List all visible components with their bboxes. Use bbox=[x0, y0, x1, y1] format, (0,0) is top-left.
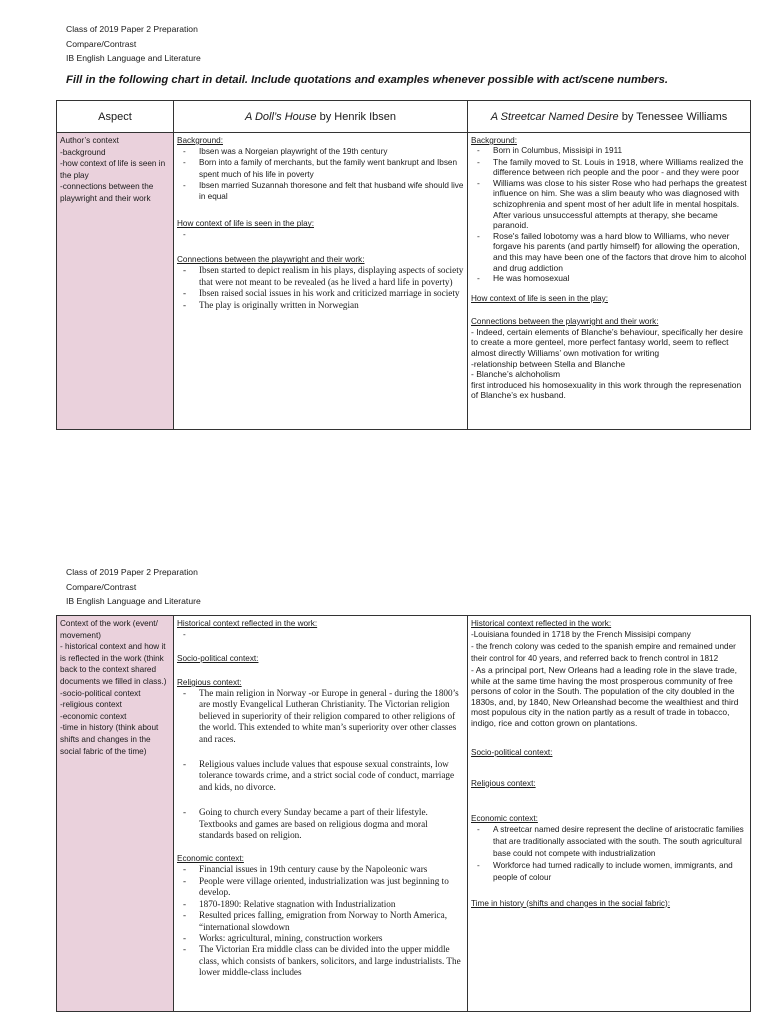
row-authors-context bbox=[57, 133, 751, 430]
section-heading: Connections between the playwright and their work: bbox=[177, 255, 365, 265]
section-heading: Background: bbox=[177, 136, 223, 145]
aspect-line: -connections between the playwright and their work bbox=[60, 182, 154, 203]
aspect-line: -how context of life is seen in the play bbox=[60, 159, 166, 180]
header-streetcar: A Streetcar Named Desire by Tenessee Williams bbox=[468, 101, 751, 133]
text-line: first introduced his homosexuality in this work through the represenation of Blanche’s ex husband. bbox=[471, 379, 742, 401]
aspect-line: -religious context bbox=[60, 700, 122, 710]
aspect-line: -economic context bbox=[60, 711, 127, 721]
header-subject-line: Compare/Contrast bbox=[66, 581, 137, 592]
streetcar-context-of-work bbox=[468, 616, 751, 1012]
streetcar-authors-context bbox=[468, 133, 751, 430]
section-heading: Religious context: bbox=[471, 778, 536, 788]
list-item: - Born into a family of merchants, but the family went bankrupt and Ibsen spent much of his life in poverty bbox=[199, 157, 464, 180]
list-item: - Ibsen was a Norgeian playwright of the 19th century bbox=[199, 146, 464, 157]
aspect-line: Context of the work (event/ movement) bbox=[60, 619, 158, 640]
header-class-line: Class of 2019 Paper 2 Preparation bbox=[66, 567, 198, 577]
row-context-of-work bbox=[57, 616, 751, 1012]
section-heading: Socio-political context: bbox=[471, 747, 553, 757]
header-aspect: Aspect bbox=[57, 101, 174, 133]
list-item: - Works: agricultural, mining, construction workers bbox=[199, 933, 464, 944]
connections-list bbox=[177, 265, 464, 311]
list-item: - Going to church every Sunday became a part of their lifestyle. Textbooks and games are based on religious dogma and moral standards based on religion. bbox=[199, 807, 464, 841]
section-heading: Historical context reflected in the work: bbox=[471, 619, 612, 628]
religious-list-3 bbox=[177, 807, 464, 841]
list-item: - Ibsen started to depict realism in his plays, displaying aspects of society that were not meant to be revealed (as he lived a hard life in poverty) bbox=[199, 265, 464, 288]
economic-list bbox=[177, 864, 464, 978]
historical-text bbox=[471, 629, 747, 665]
section-heading: Background: bbox=[471, 136, 517, 145]
aspect-line: Author’s context bbox=[60, 136, 119, 145]
header-course-line: IB English Language and Literature bbox=[66, 596, 201, 606]
aspect-line: -background bbox=[60, 147, 106, 157]
list-item: - Ibsen raised social issues in his work and criticized marriage in society bbox=[199, 288, 464, 299]
header-class-line: Class of 2019 Paper 2 Preparation bbox=[66, 24, 198, 34]
compare-table-1 bbox=[56, 100, 751, 430]
dolls-house-context-of-work bbox=[174, 616, 468, 1012]
text-line: -Louisiana founded in 1718 by the French Missisipi company bbox=[471, 630, 691, 639]
aspect-line: -time in history (think about shifts and changes in the social fabric of the time) bbox=[60, 723, 159, 756]
section-heading: Time in history (shifts and changes in the social fabric): bbox=[471, 898, 671, 908]
list-item: - The family moved to St. Louis in 1918, where Williams realized the difference between rich people and the poor - and they were poor bbox=[493, 157, 747, 178]
header-dolls-house: A Doll’s House by Henrik Ibsen bbox=[174, 101, 468, 133]
aspect-line: - historical context and how it is reflected in the work (think back to the context shared documents we filled in class.) bbox=[60, 642, 167, 686]
list-item: - A streetcar named desire represent the decline of aristocratic families that are traditionally associated with the south. The south agricultural base could not compete with industrialization bbox=[493, 824, 747, 860]
text-line: - Blanche’s alchoholism bbox=[471, 369, 561, 380]
list-item: - Financial issues in 19th century cause by the Napoleonic wars bbox=[199, 864, 464, 875]
list-item: - 1870-1890: Relative stagnation with Industrialization bbox=[199, 899, 464, 910]
connections-text bbox=[471, 327, 747, 401]
aspect-authors-context bbox=[57, 133, 174, 430]
section-heading: Economic context: bbox=[471, 813, 538, 823]
header-subject-line: Compare/Contrast bbox=[66, 38, 137, 49]
aspect-line: -socio-political context bbox=[60, 688, 141, 698]
background-list bbox=[177, 146, 464, 202]
section-heading: Economic context: bbox=[177, 854, 244, 864]
list-item: - Williams was close to his sister Rose who had perhaps the greatest influence on him. She was a slim beauty who was diagnosed with schizophrenia and spent most of her adult life in mental hospitals. After various unsuccessful attempts at therapy, she became paranoid. bbox=[493, 178, 747, 231]
section-heading: Religious context: bbox=[177, 678, 242, 687]
document-header bbox=[66, 22, 201, 66]
list-item: - Rose's failed lobotomy was a hard blow to Williams, who never forgave his parents (and partly himself) for allowing the operation, and this may have been one of the factors that drove him to alcohol and drug addiction bbox=[493, 231, 747, 273]
instruction-text: Fill in the following chart in detail. Include quotations and examples whenever possible with act/scene numbers. bbox=[66, 74, 668, 86]
list-item: - People were village oriented, industrialization was just beginning to develop. bbox=[199, 876, 464, 899]
document-header-2 bbox=[66, 565, 201, 609]
list-item bbox=[199, 229, 464, 240]
text-line: - Indeed, certain elements of Blanche’s behaviour, specifically her desire to create a more genteel, more perfect fantasy world, seem to reflect almost directly Williams’ own motivation for writing bbox=[471, 326, 743, 358]
how-list bbox=[177, 229, 464, 240]
religious-list bbox=[177, 688, 464, 745]
section-heading: How context of life is seen in the play: bbox=[471, 293, 608, 303]
religious-list-2 bbox=[177, 759, 464, 793]
economic-list bbox=[471, 824, 747, 884]
list-item: - The Victorian Era middle class can be divided into the upper middle class, which consists of bankers, solicitors, and large industrialists. The lower middle-class includes bbox=[199, 944, 464, 978]
text-line: - the french colony was ceded to the spanish empire and remained under their control for 40 years, and referred back to french control in 1812 bbox=[471, 642, 736, 663]
section-heading: Historical context reflected in the work: bbox=[177, 619, 318, 628]
table-header-row bbox=[57, 101, 751, 133]
aspect-context-of-work bbox=[57, 616, 174, 1012]
compare-table-2 bbox=[56, 615, 751, 1012]
list-item: - Resulted prices falling, emigration from Norway to North America, “international slowdown bbox=[199, 910, 464, 933]
list-item: - The play is originally written in Norwegian bbox=[199, 300, 464, 311]
list-item bbox=[199, 629, 464, 640]
dolls-house-authors-context bbox=[174, 133, 468, 430]
header-course-line: IB English Language and Literature bbox=[66, 53, 201, 63]
list-item: - Workforce had turned radically to include women, immigrants, and people of colour bbox=[493, 860, 747, 884]
section-heading: How context of life is seen in the play: bbox=[177, 219, 314, 229]
background-list bbox=[471, 146, 747, 284]
list-item: - Religious values include values that espouse sexual constraints, low tolerance towards crime, and a strict social code of conduct, marriage and kids, no divorce. bbox=[199, 759, 464, 793]
text-line: -relationship between Stella and Blanche bbox=[471, 358, 626, 369]
list-item: - Born in Columbus, Missisipi in 1911 bbox=[493, 146, 747, 157]
historical-list bbox=[177, 629, 464, 640]
historical-paragraph: - As a principal port, New Orleans had a leading role in the slave trade, while at the same time having the most prosperous community of free persons of color in the South. The population of the city doubled in the 1830s, and, by 1840, New Orleanshad become the wealthiest and third most populous city in the nation partly as a result of trade in tobacco, indigo, rice and cotton grown on plantations. bbox=[471, 665, 739, 728]
section-heading: Socio-political context: bbox=[177, 654, 259, 663]
section-heading: Connections between the playwright and their work: bbox=[471, 316, 659, 326]
list-item: - Ibsen married Suzannah thoresone and felt that husband wife should live in equal bbox=[199, 180, 464, 203]
list-item: - He was homosexual bbox=[493, 273, 747, 284]
list-item: - The main religion in Norway -or Europe in general - during the 1800’s are mostly Evangelical Lutheran Christianity. The Victorian religion believed in superiority of their religion compared to other religions of the world. This extended to white man’s superiority over other classes and races. bbox=[199, 688, 464, 745]
